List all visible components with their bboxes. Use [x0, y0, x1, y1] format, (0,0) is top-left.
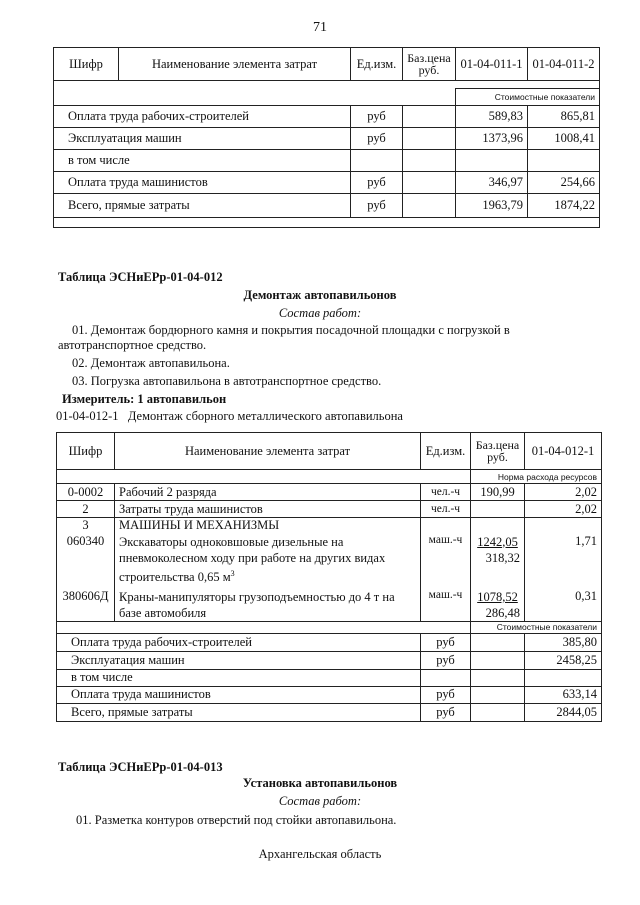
row-name: Оплата труда машинистов	[57, 686, 421, 703]
row-unit: руб	[351, 128, 403, 150]
table-row	[54, 172, 600, 194]
header-unit: Ед.изм.	[421, 433, 471, 470]
row-unit: чел.-ч	[421, 501, 471, 518]
row-unit: руб	[421, 633, 471, 651]
header-price: Баз.цена руб.	[403, 48, 456, 81]
row-name: Всего, прямые затраты	[57, 703, 421, 721]
table-row	[57, 669, 602, 686]
header-col1: 01-04-012-1	[525, 433, 602, 470]
work-item: автотранспортное средство.	[58, 338, 207, 352]
row-price: 1242,05	[477, 534, 518, 549]
row-unit: чел.-ч	[421, 484, 471, 501]
work-item: 01. Демонтаж бордюрного камня и покрытия посадочной площадки с погрузкой в	[72, 323, 510, 337]
row-name: МАШИНЫ И МЕХАНИЗМЫ	[115, 518, 421, 534]
row-name: Оплата труда рабочих-строителей	[57, 633, 421, 651]
row-code: 2	[57, 501, 115, 518]
work-item: 02. Демонтаж автопавильона.	[72, 356, 230, 370]
work-heading-013: Состав работ:	[278, 794, 362, 808]
row-price: 1078,52	[477, 589, 518, 604]
row-value: 2,02	[525, 484, 602, 501]
row-value: 346,97	[456, 172, 528, 194]
table-row	[57, 484, 602, 501]
row-value: 0,31	[525, 585, 602, 622]
row-value: 1963,79	[456, 194, 528, 218]
section-title-013: Установка автопавильонов	[242, 776, 398, 790]
table-row	[54, 106, 600, 128]
row-value: 1,71	[525, 534, 602, 585]
row-value: 2458,25	[525, 651, 602, 669]
superscript: 3	[230, 568, 235, 578]
row-unit: руб	[421, 703, 471, 721]
row-unit: руб	[421, 686, 471, 703]
header-unit: Ед.изм.	[351, 48, 403, 81]
row-price: 190,99	[471, 484, 525, 501]
row-name: Эксплуатация машин	[54, 128, 351, 150]
row-value: 589,83	[456, 106, 528, 128]
row-name: Краны-манипуляторы грузоподъемностью до 4 т на	[119, 589, 395, 604]
header-name: Наименование элемента затрат	[119, 48, 351, 81]
table-row	[54, 194, 600, 218]
table-label-012: Таблица ЭСНиЕРр-01-04-012	[58, 270, 223, 284]
table-row	[57, 651, 602, 669]
row-unit: маш.-ч	[421, 585, 471, 622]
row-value: 1008,41	[528, 128, 600, 150]
section-title-012: Демонтаж автопавильонов	[243, 288, 397, 302]
row-unit: руб	[351, 172, 403, 194]
row-unit: руб	[421, 651, 471, 669]
page-number: 71	[313, 20, 327, 35]
table-row	[57, 585, 602, 622]
page-footer: Архангельская область	[258, 847, 382, 861]
row-code: 3	[57, 518, 115, 534]
section-cost-label: Стоимостные показатели	[456, 89, 600, 106]
row-value: 254,66	[528, 172, 600, 194]
row-name: Экскаваторы одноковшовые дизельные на	[119, 534, 344, 549]
row-name: пневмоколесном ходу при работе на других видах	[119, 550, 386, 565]
table-label-013: Таблица ЭСНиЕРр-01-04-013	[58, 760, 223, 774]
row-value: 2844,05	[525, 703, 602, 721]
row-value: 2,02	[525, 501, 602, 518]
header-price: Баз.цена руб.	[471, 433, 525, 470]
header-code: Шифр	[54, 48, 119, 81]
row-name: Затраты труда машинистов	[115, 501, 421, 518]
table-row	[57, 703, 602, 721]
row-name: Эксплуатация машин	[57, 651, 421, 669]
row-code: 060340	[57, 534, 115, 585]
row-value: 865,81	[528, 106, 600, 128]
row-unit: руб	[351, 106, 403, 128]
table-row	[57, 518, 602, 534]
row-code: 380606Д	[57, 585, 115, 622]
header-col2: 01-04-011-2	[528, 48, 600, 81]
header-col1: 01-04-011-1	[456, 48, 528, 81]
table-row	[57, 501, 602, 518]
row-code: 0-0002	[57, 484, 115, 501]
section-cost-label: Стоимостные показатели	[471, 621, 602, 633]
row-price-secondary: 318,32	[485, 550, 520, 565]
section-norm-label: Норма расхода ресурсов	[471, 470, 602, 484]
table-row	[54, 150, 600, 172]
row-name: в том числе	[54, 150, 351, 172]
header-name: Наименование элемента затрат	[115, 433, 421, 470]
work-item: 01. Разметка контуров отверстий под стойки автопавильона.	[76, 813, 397, 827]
meter-line: Измеритель: 1 автопавильон	[62, 392, 227, 406]
row-name: Всего, прямые затраты	[54, 194, 351, 218]
table-row	[54, 128, 600, 150]
header-code: Шифр	[57, 433, 115, 470]
row-unit: руб	[351, 194, 403, 218]
item-line: 01-04-012-1 Демонтаж сборного металлического автопавильона	[56, 409, 403, 423]
row-value: 1874,22	[528, 194, 600, 218]
table-row	[57, 686, 602, 703]
row-name: Оплата труда машинистов	[54, 172, 351, 194]
table-row	[57, 534, 602, 585]
row-value: 633,14	[525, 686, 602, 703]
work-item: 03. Погрузка автопавильона в автотранспортное средство.	[72, 374, 382, 388]
row-name: Оплата труда рабочих-строителей	[54, 106, 351, 128]
row-value: 1373,96	[456, 128, 528, 150]
row-name: Рабочий 2 разряда	[115, 484, 421, 501]
row-name: строительства 0,65 м	[119, 569, 231, 584]
table-row	[57, 633, 602, 651]
row-name: базе автомобиля	[119, 605, 207, 620]
cost-table-012	[56, 432, 602, 722]
row-unit: маш.-ч	[421, 534, 471, 585]
row-price-secondary: 286,48	[485, 605, 520, 620]
cost-table-011	[53, 47, 600, 228]
row-value: 385,80	[525, 633, 602, 651]
row-name: в том числе	[57, 669, 421, 686]
work-heading-012: Состав работ:	[278, 306, 362, 320]
